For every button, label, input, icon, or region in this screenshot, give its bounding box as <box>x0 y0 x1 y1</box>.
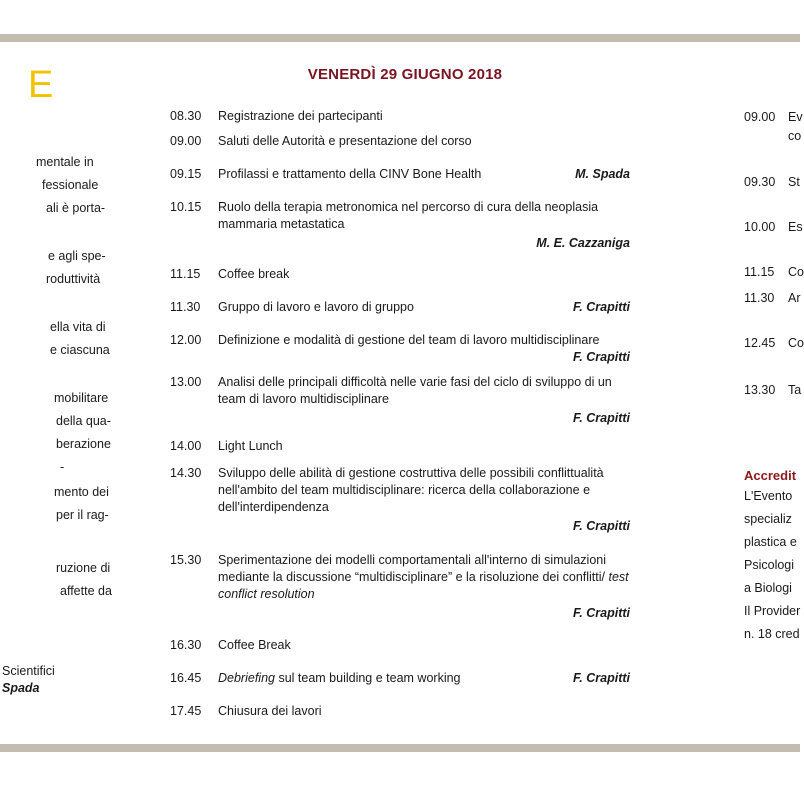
session-title: Coffee break <box>218 267 290 281</box>
right-session-time: 12.45 <box>744 336 776 350</box>
session-row <box>170 332 632 366</box>
left-text-line: roduttività <box>46 272 101 286</box>
right-session-time: 09.00 <box>744 110 776 124</box>
accreditation-text-line: L'Evento <box>744 489 793 503</box>
left-text-line: - <box>60 460 65 474</box>
right-column <box>730 0 804 800</box>
right-session-title: Ar <box>788 291 801 305</box>
session-time: 11.30 <box>170 300 201 314</box>
session-time: 11.15 <box>170 267 201 281</box>
session-title: Light Lunch <box>218 439 283 453</box>
session-time: 08.30 <box>170 109 202 123</box>
left-text-line: mobilitare <box>54 391 109 405</box>
session-title-italic: test conflict resolution <box>218 570 629 601</box>
right-session-time: 11.15 <box>744 265 775 279</box>
session-time: 12.00 <box>170 333 202 347</box>
session-time: 13.00 <box>170 375 202 389</box>
session-time: 14.30 <box>170 466 202 480</box>
accreditation-text-line: plastica e <box>744 535 797 549</box>
session-speaker: F. Crapitti <box>573 671 630 685</box>
bottom-band <box>0 744 800 752</box>
session-speaker: F. Crapitti <box>573 519 630 533</box>
accreditation-text-line: Psicologi <box>744 558 795 572</box>
left-text-line: per il rag- <box>56 508 109 522</box>
left-text-line: e ciascuna <box>50 343 110 357</box>
right-session-title: Ev <box>788 110 803 124</box>
left-heading-letter: E <box>28 64 54 106</box>
session-time: 16.30 <box>170 638 202 652</box>
session-title-italic: Debriefing <box>218 671 275 685</box>
session-row <box>170 299 632 316</box>
accreditation-text-line: n. 18 cred <box>744 627 800 641</box>
session-row <box>170 166 632 183</box>
session-row <box>170 703 632 720</box>
accreditation-text-line: Il Provider <box>744 604 801 618</box>
accreditation-text-line: specializ <box>744 512 792 526</box>
right-session-title: Ta <box>788 383 802 397</box>
session-time: 09.15 <box>170 167 202 181</box>
session-title: Chiusura dei lavori <box>218 704 322 718</box>
session-time: 14.00 <box>170 439 202 453</box>
right-session-time: 11.30 <box>744 291 775 305</box>
session-title <box>218 552 632 603</box>
left-column <box>0 0 112 800</box>
session-speaker: M. E. Cazzaniga <box>536 236 630 250</box>
right-session-title: Co <box>788 336 804 350</box>
left-text-line: mento dei <box>54 485 109 499</box>
top-band <box>0 34 800 42</box>
session-title: Registrazione dei partecipanti <box>218 109 383 123</box>
session-title-text: sul team building e team working <box>274 671 461 685</box>
left-speaker-name: Spada <box>2 681 40 695</box>
right-session-time: 09.30 <box>744 175 776 189</box>
session-row <box>170 438 632 455</box>
session-row <box>170 552 632 622</box>
session-title: Ruolo della terapia metronomica nel percorso di cura della neoplasia mammaria metastatica <box>218 200 599 231</box>
right-session-title: Es <box>788 220 803 234</box>
left-text-line: ella vita di <box>50 320 106 334</box>
right-session-title: St <box>788 175 800 189</box>
session-speaker: F. Crapitti <box>573 300 630 314</box>
day-title: VENERDÌ 29 GIUGNO 2018 <box>307 66 503 83</box>
session-title <box>218 670 518 687</box>
accreditation-text-line: a Biologi <box>744 581 792 595</box>
session-row <box>170 266 632 283</box>
left-text-line: fessionale <box>42 178 99 192</box>
session-title: Analisi delle principali difficoltà nelle varie fasi del ciclo di sviluppo di un team di lavoro multidisciplinare <box>218 375 612 406</box>
session-time: 17.45 <box>170 704 202 718</box>
session-row <box>170 374 632 427</box>
session-row <box>170 670 632 687</box>
left-text-line: berazione <box>56 437 111 451</box>
session-title: Profilassi e trattamento della CINV Bone Health <box>218 167 482 181</box>
right-session-time: 10.00 <box>744 220 776 234</box>
accreditation-heading: Accredit <box>744 468 797 483</box>
right-session-time: 13.30 <box>744 383 776 397</box>
session-speaker: F. Crapitti <box>573 411 630 425</box>
left-text-line: ruzione di <box>56 561 111 575</box>
session-row <box>170 199 632 252</box>
left-text-line: della qua- <box>56 414 111 428</box>
session-time: 16.45 <box>170 671 202 685</box>
session-title: Coffee Break <box>218 638 291 652</box>
session-row <box>170 637 632 654</box>
session-time: 09.00 <box>170 134 202 148</box>
left-text-line: affette da <box>60 584 112 598</box>
left-text-line: e agli spe- <box>48 249 106 263</box>
left-text-line: Scientifici <box>2 664 55 678</box>
session-time: 10.15 <box>170 200 202 214</box>
session-title: Definizione e modalità di gestione del team di lavoro multidisciplinare <box>218 333 600 347</box>
session-title: Sviluppo delle abilità di gestione costruttiva delle possibili conflittualità nell'ambito del team multidisciplinare: ricerca della collaborazione e dell'interdipendenza <box>218 466 604 514</box>
session-speaker: M. Spada <box>575 167 630 181</box>
session-title-text: Sperimentazione dei modelli comportamentali all'interno di simulazioni mediante la discussione “multidisciplinare” e la risoluzione dei conflitti/ <box>218 553 606 584</box>
session-title: Gruppo di lavoro e lavoro di gruppo <box>218 300 414 314</box>
right-session-title: Co <box>788 265 804 279</box>
session-speaker: F. Crapitti <box>573 350 630 364</box>
session-speaker: F. Crapitti <box>573 606 630 620</box>
session-title: Saluti delle Autorità e presentazione del corso <box>218 134 472 148</box>
right-session-title: co <box>788 129 802 143</box>
session-time: 15.30 <box>170 553 202 567</box>
session-row <box>170 108 632 125</box>
session-row <box>170 465 632 535</box>
session-row <box>170 133 632 150</box>
left-text-line: ali è porta- <box>46 201 106 215</box>
left-text-line: mentale in <box>36 155 94 169</box>
